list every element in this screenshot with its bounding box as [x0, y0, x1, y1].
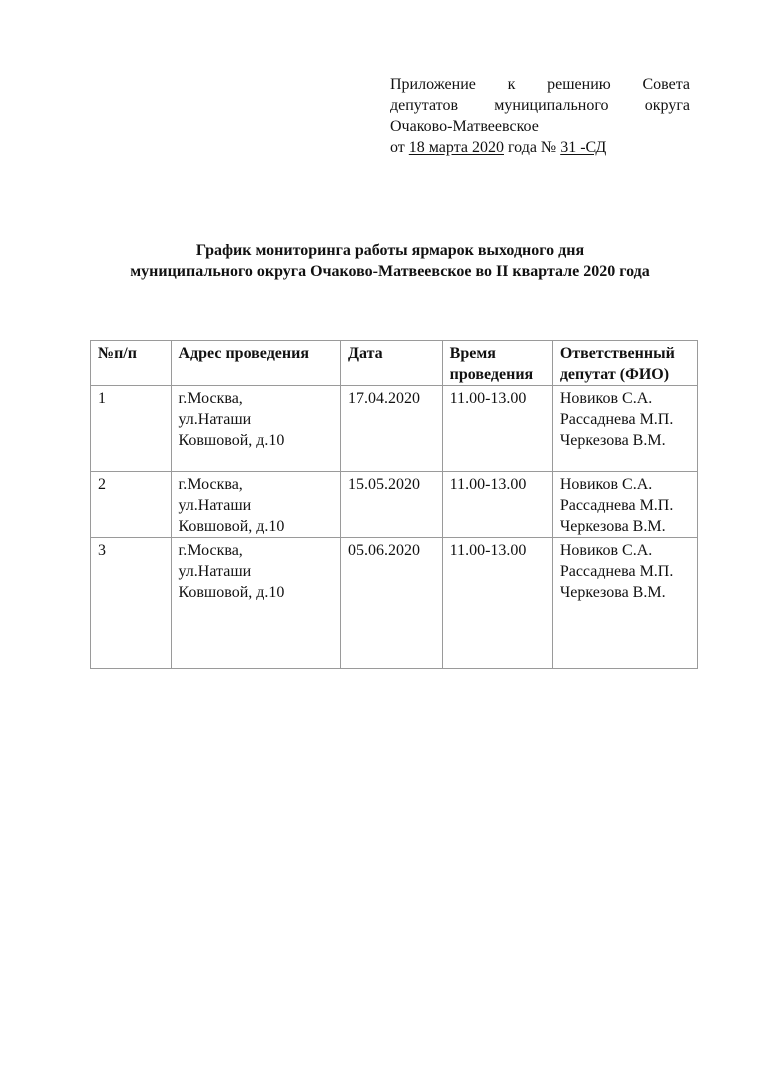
header-responsible-line: Ответственный	[559, 345, 675, 362]
deputy-name: Новиков С.А.	[559, 390, 653, 407]
deputy-name: Новиков С.А.	[559, 476, 653, 493]
appendix-word: к	[507, 76, 516, 93]
header-responsible-line: депутат (ФИО)	[559, 366, 670, 383]
deputy-name: Новиков С.А.	[559, 542, 653, 559]
header-num: №п/п	[91, 341, 172, 386]
appendix-word: депутатов	[390, 97, 459, 114]
appendix-word: Приложение	[390, 76, 476, 93]
header-responsible	[552, 341, 697, 386]
table-row	[91, 386, 698, 472]
cell-time: 11.00-13.00	[442, 472, 552, 538]
cell-date: 17.04.2020	[340, 386, 442, 472]
appendix-line-1	[390, 74, 690, 95]
cell-address	[171, 538, 340, 669]
title-line-1: График мониторинга работы ярмарок выходного дня	[195, 242, 585, 259]
cell-num: 2	[91, 472, 172, 538]
cell-time: 11.00-13.00	[442, 386, 552, 472]
cell-num: 1	[91, 386, 172, 472]
table-row	[91, 472, 698, 538]
deputy-name: Черкезова В.М.	[559, 584, 666, 601]
address-line: ул.Наташи	[178, 497, 252, 514]
cell-deputies	[552, 386, 697, 472]
deputy-name: Рассаднева М.П.	[559, 563, 674, 580]
deputy-name: Черкезова В.М.	[559, 518, 666, 535]
address-line: ул.Наташи	[178, 411, 252, 428]
appendix-date: 18 марта 2020	[408, 139, 504, 156]
address-line: Ковшовой, д.10	[178, 432, 285, 449]
appendix-date-mid: года №	[503, 139, 561, 156]
cell-deputies	[552, 538, 697, 669]
deputy-name: Черкезова В.М.	[559, 432, 666, 449]
cell-num: 3	[91, 538, 172, 669]
deputy-name: Рассаднева М.П.	[559, 411, 674, 428]
appendix-date-prefix: от	[390, 139, 409, 156]
address-line: г.Москва,	[178, 390, 243, 407]
appendix-line-2	[390, 95, 690, 116]
schedule-table	[90, 340, 698, 669]
address-line: Ковшовой, д.10	[178, 584, 285, 601]
appendix-line-4	[390, 137, 690, 158]
table-row	[91, 538, 698, 669]
cell-address	[171, 472, 340, 538]
cell-date: 15.05.2020	[340, 472, 442, 538]
document-title	[60, 240, 720, 282]
address-line: Ковшовой, д.10	[178, 518, 285, 535]
header-time-line: проведения	[449, 366, 534, 383]
title-line-2: муниципального округа Очаково-Матвеевское во II квартале 2020 года	[130, 263, 650, 280]
appendix-word: Совета	[642, 76, 690, 93]
appendix-decision-number: 31 -СД	[560, 139, 607, 156]
address-line: ул.Наташи	[178, 563, 252, 580]
appendix-word: муниципального	[494, 97, 609, 114]
address-line: г.Москва,	[178, 542, 243, 559]
appendix-line-3: Очаково-Матвеевское	[390, 118, 539, 135]
appendix-header	[390, 74, 690, 158]
cell-address	[171, 386, 340, 472]
header-time	[442, 341, 552, 386]
header-address: Адрес проведения	[171, 341, 340, 386]
cell-time: 11.00-13.00	[442, 538, 552, 669]
address-line: г.Москва,	[178, 476, 243, 493]
appendix-word: округа	[644, 97, 690, 114]
header-date: Дата	[340, 341, 442, 386]
header-time-line: Время	[449, 345, 496, 362]
appendix-word: решению	[547, 76, 611, 93]
table-header-row	[91, 341, 698, 386]
cell-date: 05.06.2020	[340, 538, 442, 669]
cell-deputies	[552, 472, 697, 538]
deputy-name: Рассаднева М.П.	[559, 497, 674, 514]
